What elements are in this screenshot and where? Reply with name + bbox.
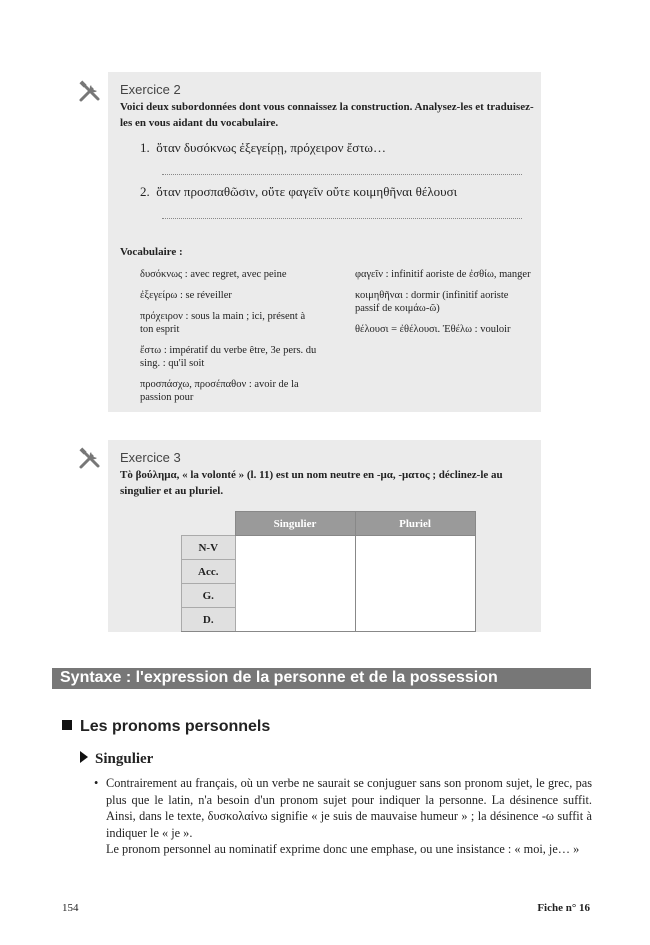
case-label: N-V bbox=[182, 536, 236, 560]
paragraph: Contrairement au français, où un verbe ne saurait se conjuguer sans son pronom sujet, le grec, pas plus que le latin, n'a besoin d'un pronom sujet pour indiquer la personne. La désinence suffit. Ainsi, dans le texte, δυσκολαίνω signifie « je suis de mauvaise humeur » ; la désinence -ω suffit à indiquer le « je ». bbox=[106, 776, 592, 840]
answer-line-1[interactable] bbox=[162, 174, 522, 175]
section-title: Syntaxe : l'expression de la personne et de la possession bbox=[60, 669, 498, 686]
item-number: 2. bbox=[140, 184, 150, 199]
answer-cell[interactable] bbox=[235, 560, 355, 584]
vocabulary-right-column bbox=[355, 268, 535, 344]
answer-cell[interactable] bbox=[235, 608, 355, 632]
triangle-bullet-icon bbox=[80, 751, 88, 763]
answer-cell[interactable] bbox=[355, 608, 475, 632]
exercise-3-title: Exercice 3 bbox=[120, 450, 181, 465]
declension-table bbox=[181, 511, 476, 632]
paragraph: Le pronom personnel au nominatif exprime donc une emphase, ou une insistance : « moi, je… » bbox=[106, 842, 580, 856]
answer-cell[interactable] bbox=[235, 584, 355, 608]
vocab-entry: φαγεῖν : infinitif aoriste de ἐσθίω, manger bbox=[355, 269, 531, 280]
case-label: D. bbox=[182, 608, 236, 632]
item-number: 1. bbox=[140, 140, 150, 155]
vocab-entry: ἐξεγείρω : se réveiller bbox=[140, 290, 232, 301]
case-label: Acc. bbox=[182, 560, 236, 584]
square-bullet-icon bbox=[62, 720, 72, 730]
case-label: G. bbox=[182, 584, 236, 608]
answer-cell[interactable] bbox=[355, 584, 475, 608]
vocab-entry: ἔστω : impératif du verbe être, 3e pers. du sing. : qu'il soit bbox=[140, 345, 317, 369]
exercise-2-item-1 bbox=[140, 140, 386, 156]
subsubsection-heading bbox=[80, 751, 153, 768]
item-text: ὅταν προσπαθῶσιν, οὔτε φαγεῖν οὔτε κοιμηθῆναι θέλουσι bbox=[156, 184, 458, 199]
exercise-2-item-2 bbox=[140, 184, 457, 200]
vocab-entry: προσπάσχω, προσέπαθον : avoir de la passion pour bbox=[140, 379, 299, 403]
item-text: ὅταν δυσόκνως ἐξεγείρῃ, πρόχειρον ἔστω… bbox=[156, 140, 386, 155]
vocab-entry: θέλουσι = ἐθέλουσι. Ἐθέλω : vouloir bbox=[355, 324, 511, 335]
section-heading-bar bbox=[52, 668, 591, 689]
answer-cell[interactable] bbox=[235, 536, 355, 560]
vocabulary-left-column bbox=[140, 268, 320, 412]
vocab-entry: κοιμηθῆναι : dormir (infinitif aoriste passif de κοιμάω-ῶ) bbox=[355, 290, 509, 314]
exercise-2-instruction: Voici deux subordonnées dont vous connaissez la construction. Analysez-les et traduisez-les en vous aidant du vocabulaire. bbox=[120, 101, 534, 129]
answer-line-2[interactable] bbox=[162, 218, 522, 219]
subsubsection-title: Singulier bbox=[95, 751, 154, 767]
exercise-3-instruction: Τὸ βούλημα, « la volonté » (l. 11) est un nom neutre en -μα, -ματος ; déclinez-le au singulier et au pluriel. bbox=[120, 469, 503, 497]
page-number: 154 bbox=[62, 902, 79, 914]
answer-cell[interactable] bbox=[355, 560, 475, 584]
subsection-title: Les pronoms personnels bbox=[80, 718, 271, 735]
body-paragraphs bbox=[94, 775, 592, 858]
fiche-label: Fiche n° 16 bbox=[537, 902, 590, 914]
column-header-plural: Pluriel bbox=[355, 512, 475, 536]
vocabulary-title: Vocabulaire : bbox=[120, 246, 183, 258]
column-header-singular: Singulier bbox=[235, 512, 355, 536]
subsection-heading bbox=[62, 718, 270, 736]
tools-icon bbox=[78, 80, 102, 104]
table-corner bbox=[182, 512, 236, 536]
vocab-entry: πρόχειρον : sous la main ; ici, présent à ton esprit bbox=[140, 311, 306, 335]
answer-cell[interactable] bbox=[355, 536, 475, 560]
exercise-2-title: Exercice 2 bbox=[120, 82, 181, 97]
bullet-icon: • bbox=[94, 776, 99, 790]
tools-icon bbox=[78, 447, 102, 471]
vocab-entry: δυσόκνως : avec regret, avec peine bbox=[140, 269, 287, 280]
